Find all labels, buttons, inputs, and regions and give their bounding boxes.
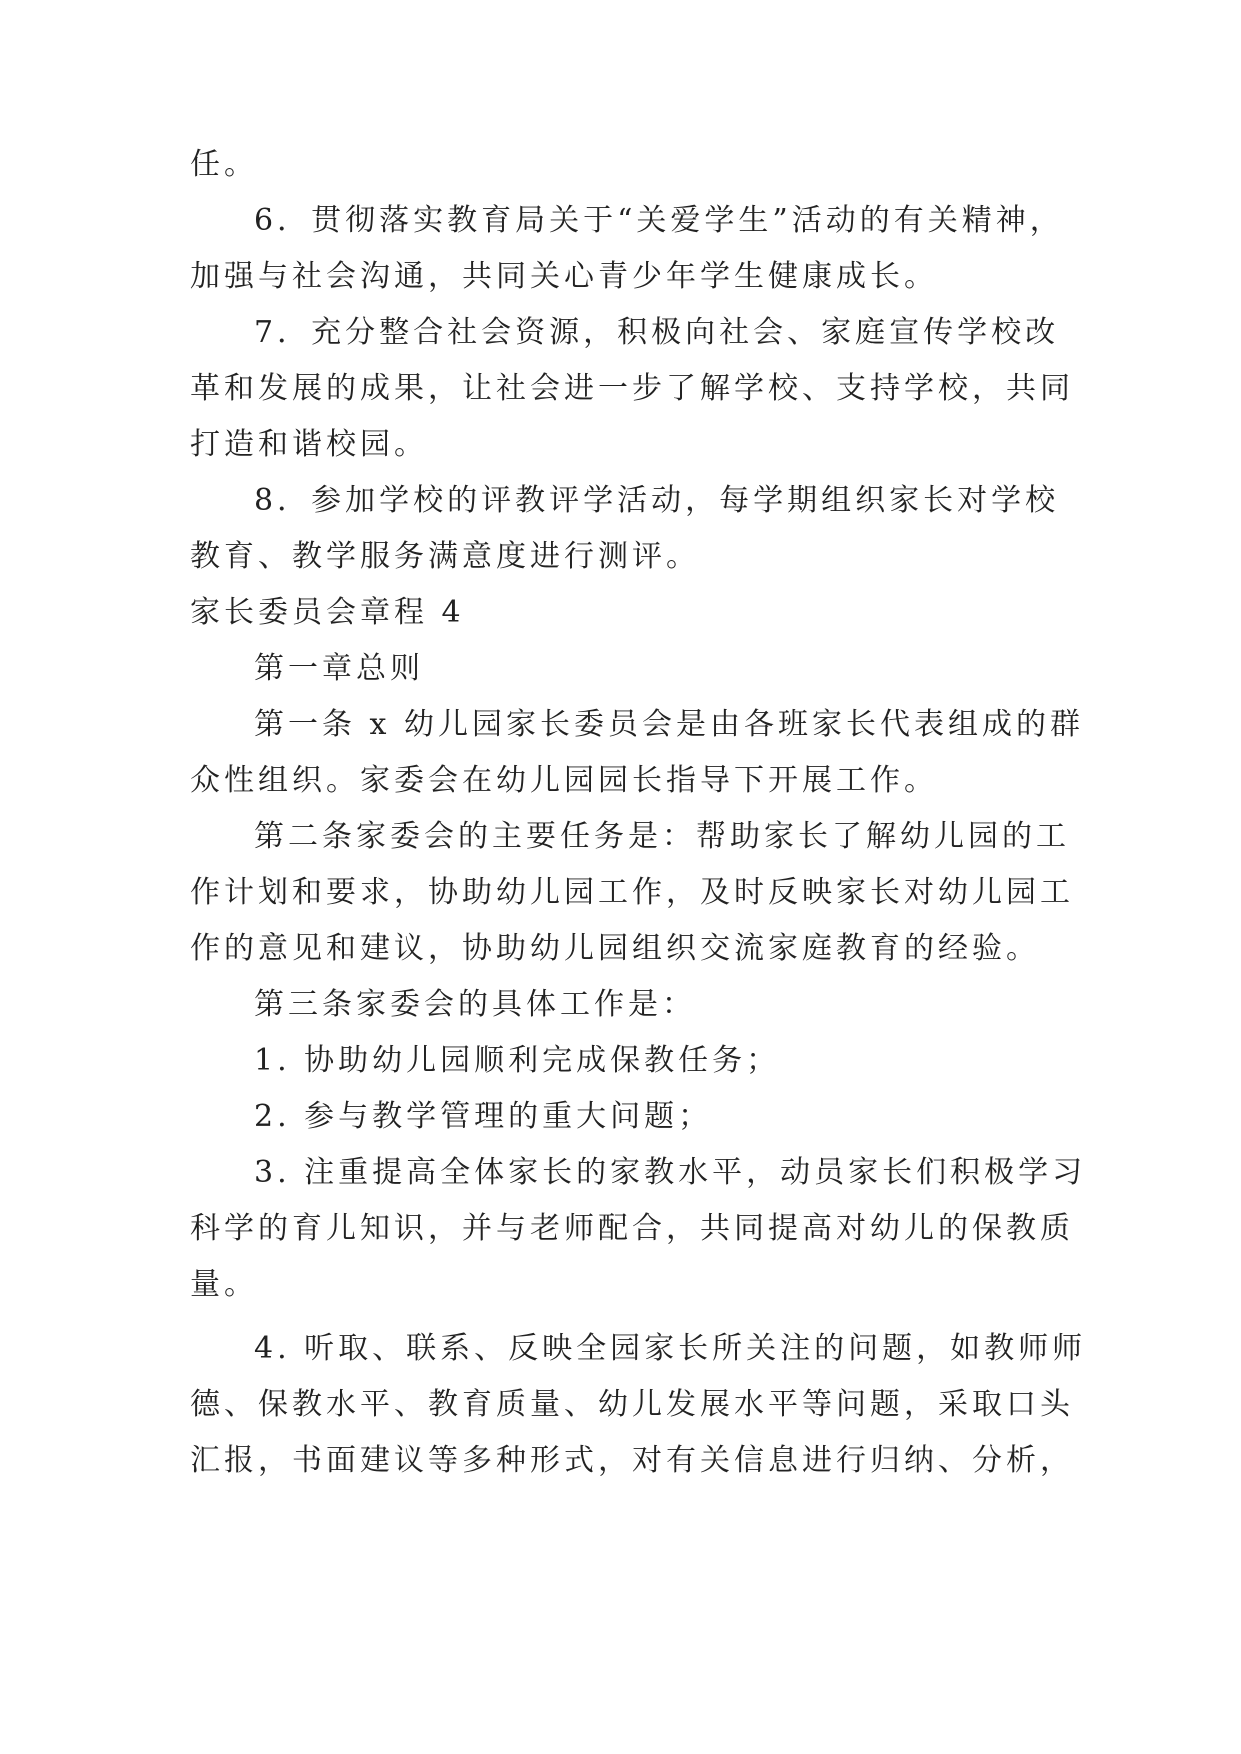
text-line: 2. 参与教学管理的重大问题； xyxy=(254,1099,713,1134)
text-line: 加强与社会沟通，共同关心青少年学生健康成长。 xyxy=(190,259,938,294)
chapter-heading: 第一章总则 xyxy=(254,651,424,686)
section-heading: 家长委员会章程 4 xyxy=(190,595,465,630)
text-line: 作计划和要求，协助幼儿园工作，及时反映家长对幼儿园工 xyxy=(190,875,1074,910)
text-line: 革和发展的成果，让社会进一步了解学校、支持学校，共同 xyxy=(190,371,1074,406)
text-line: 6．贯彻落实教育局关于“关爱学生”活动的有关精神， xyxy=(254,203,1064,238)
text-line: 量。 xyxy=(190,1267,258,1302)
text-line: 1. 协助幼儿园顺利完成保教任务； xyxy=(254,1043,781,1078)
text-line: 第三条家委会的具体工作是： xyxy=(254,987,696,1022)
text-line: 作的意见和建议，协助幼儿园组织交流家庭教育的经验。 xyxy=(190,931,1040,966)
text-line: 众性组织。家委会在幼儿园园长指导下开展工作。 xyxy=(190,763,938,798)
text-line: 第一条 x 幼儿园家长委员会是由各班家长代表组成的群 xyxy=(254,707,1084,742)
text-line: 7．充分整合社会资源，积极向社会、家庭宣传学校改 xyxy=(254,315,1060,350)
text-line: 教育、教学服务满意度进行测评。 xyxy=(190,539,700,574)
text-line: 汇报，书面建议等多种形式，对有关信息进行归纳、分析， xyxy=(190,1443,1074,1478)
text-line: 8．参加学校的评教评学活动，每学期组织家长对学校 xyxy=(254,483,1060,518)
text-line: 第二条家委会的主要任务是：帮助家长了解幼儿园的工 xyxy=(254,819,1070,854)
text-line: 4. 听取、联系、反映全园家长所关注的问题，如教师师 xyxy=(254,1331,1087,1366)
text-line: 德、保教水平、教育质量、幼儿发展水平等问题，采取口头 xyxy=(190,1387,1074,1422)
text-line: 科学的育儿知识，并与老师配合，共同提高对幼儿的保教质 xyxy=(190,1211,1074,1246)
text-line: 3. 注重提高全体家长的家教水平，动员家长们积极学习 xyxy=(254,1155,1087,1190)
text-line: 打造和谐校园。 xyxy=(190,427,428,462)
text-line: 任。 xyxy=(190,147,258,182)
